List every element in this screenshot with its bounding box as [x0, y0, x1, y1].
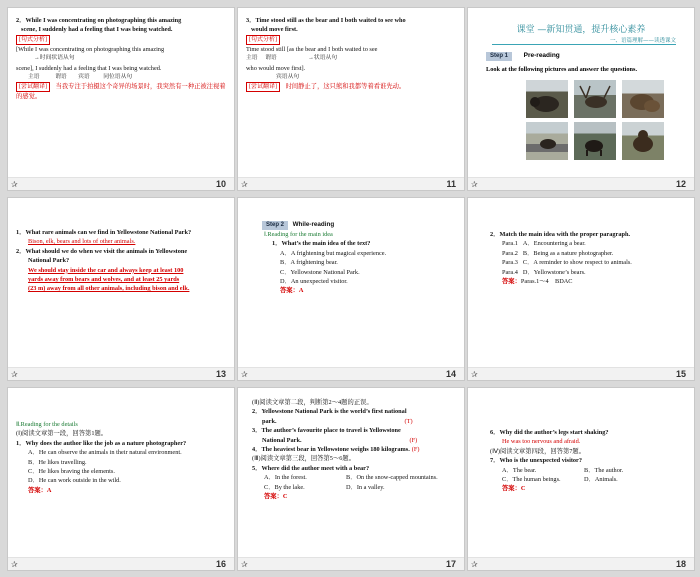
annotation: 主语 [28, 74, 40, 81]
sub-instruction: (Ⅰ)阅读文章第一段，回答第1题。 [16, 430, 108, 438]
slide-number: 16 [215, 559, 226, 569]
slide-content [16, 420, 226, 495]
question: 6．Why did the author’s legs start shaking? [490, 429, 609, 436]
answer: 答案：A [280, 287, 304, 295]
slide-footer [468, 557, 694, 570]
option: A．He can observe the animals in their natural environment. [28, 449, 182, 457]
slide-footer [8, 367, 234, 380]
slide-number: 10 [215, 179, 226, 189]
para-text: A．Encountering a bear. [522, 240, 586, 248]
translation: 当我专注于拍摄这个奇异的场景时，我突然有一种正被注视着的感觉。 [16, 83, 226, 101]
question: 2．Match the main idea with the proper paragraph. [490, 231, 631, 238]
answer: We should stay inside the car and always keep at least 100 [28, 266, 184, 274]
bison-photo [526, 80, 568, 118]
statement: park. [262, 417, 277, 425]
slide-17[interactable] [238, 388, 464, 570]
sub-instruction: (Ⅳ)阅读文章第四段，回答第7题。 [490, 447, 586, 455]
slide-footer [238, 177, 464, 190]
slide-content [490, 428, 686, 494]
answer: 答案：A [28, 486, 52, 494]
section-title: Ⅱ.Reading for the details [16, 421, 78, 428]
sentence-line: would move first. [251, 26, 298, 34]
step-title: While-reading [292, 221, 335, 228]
question: 2．What should we do when we visit the animals in Yellowstone [16, 247, 188, 255]
option: D．In a valley. [346, 483, 385, 491]
slide-number: 12 [675, 179, 686, 189]
sub-instruction: (Ⅲ)阅读文章第三段，回答第5～6题。 [252, 455, 355, 463]
annotation: 宾语 [78, 74, 90, 81]
slide-18[interactable] [468, 388, 694, 570]
star-icon[interactable]: ✰ [241, 180, 248, 189]
option: C．He likes braving the elements. [28, 468, 115, 476]
analysis-tag: [句式分析] [246, 35, 280, 45]
wildlife-photo [574, 122, 616, 160]
bear-photo [622, 122, 664, 160]
grizzly-photo [622, 80, 664, 118]
step-badge: Step 1 [486, 52, 512, 61]
answer: 答案：C [502, 485, 526, 493]
para-label: Para.3 [502, 259, 518, 267]
slide-content [246, 220, 456, 296]
star-icon[interactable]: ✰ [241, 560, 248, 569]
star-icon[interactable]: ✰ [471, 180, 478, 189]
slide-number: 13 [215, 369, 226, 379]
slide-content [252, 398, 456, 501]
sub-instruction: (Ⅱ)阅读文章第二段，判断第2～4题的正误。 [252, 399, 373, 406]
para-label: Para.1 [502, 240, 518, 248]
slide-number: 11 [446, 179, 456, 189]
analysis-line: who would move first]. [246, 64, 306, 72]
annotation: 谓语 [55, 74, 67, 81]
option: D．Animals. [584, 476, 618, 484]
slide-footer [468, 367, 694, 380]
option: B．On the snow-capped mountains. [346, 474, 438, 482]
slide-footer [238, 557, 464, 570]
sentence-line: 3．Time stood still as the bear and I both waited to see who [246, 17, 406, 24]
statement: 2．Yellowstone National Park is the world’s first national [252, 408, 407, 416]
annotation: 主语 [246, 55, 258, 62]
section-subtitle: 一、语篇理解——读透课文 [609, 38, 676, 44]
question: 1．What rare animals can we find in Yellowstone National Park? [16, 229, 192, 236]
option: C．Yellowstone National Park. [280, 268, 360, 276]
option: D．He can work outside in the wild. [28, 477, 121, 485]
star-icon[interactable]: ✰ [11, 560, 18, 569]
star-icon[interactable]: ✰ [11, 180, 18, 189]
slide-footer [8, 177, 234, 190]
analysis-line: scene], I suddenly had a feeling that I was being watched. [16, 64, 162, 72]
question: 1．What’s the main idea of the text? [272, 240, 371, 248]
slide-number: 14 [445, 369, 456, 379]
option: C．The human beings. [502, 476, 561, 484]
sentence-line: scene, I suddenly had a feeling that I was being watched. [21, 26, 173, 34]
star-icon[interactable]: ✰ [471, 370, 478, 379]
annotation: 同位语从句 [103, 74, 133, 81]
answer: He was too nervous and afraid. [502, 438, 581, 446]
analysis-tag: [句式分析] [16, 35, 50, 45]
star-icon[interactable]: ✰ [471, 560, 478, 569]
annotation: 宾语从句 [276, 74, 300, 81]
slide-14[interactable] [238, 198, 464, 380]
para-label: Para.4 [502, 268, 518, 276]
analysis-line: Time stood still [as the bear and I both waited to see [246, 45, 378, 53]
slide-footer [468, 177, 694, 190]
step-badge: Step 2 [262, 221, 288, 230]
answer: Bison, elk, bears and lots of other animals. [28, 238, 136, 246]
statement: National Park. [262, 436, 302, 444]
slide-footer [238, 367, 464, 380]
slide-number: 17 [445, 559, 456, 569]
slide-content [246, 16, 456, 92]
slide-number: 15 [675, 369, 686, 379]
star-icon[interactable]: ✰ [241, 370, 248, 379]
slide-13[interactable] [8, 198, 234, 380]
statement: 4．The heaviest bear in Yellowstone weighs 180 kilograms. [252, 446, 410, 454]
answer-label: 答案： [502, 278, 521, 286]
para-text: B．Being as a nature photographer. [522, 249, 614, 257]
question: 1．Why does the author like the job as a nature photographer? [16, 439, 187, 447]
option: B．A frightening bear. [280, 259, 338, 267]
slide-16[interactable] [8, 388, 234, 570]
slide-12[interactable] [468, 8, 694, 190]
option: A．A frightening but magical experience. [280, 249, 387, 257]
tf-answer: (F) [411, 446, 420, 454]
option: A．The bear. [502, 466, 537, 474]
question: 5．Where did the author meet with a bear? [252, 464, 370, 472]
elk-photo [574, 80, 616, 118]
section-header: 课堂 —新知贯通，提升核心素养 [516, 25, 646, 35]
para-text: D．Yellowstone’s bears. [522, 268, 586, 276]
tf-answer: (F) [409, 436, 418, 444]
star-icon[interactable]: ✰ [11, 370, 18, 379]
road-bison-photo [526, 122, 568, 160]
answer: (23 m) away from all other animals, including bison and elk. [28, 285, 190, 293]
slide-content [16, 16, 226, 102]
slide-15[interactable] [468, 198, 694, 380]
statement: 3．The author’s favourite place to travel is Yellowstone [252, 427, 401, 435]
question: 7．Who is the unexpected visitor? [490, 457, 583, 465]
slide-10[interactable] [8, 8, 234, 190]
step-title: Pre-reading [523, 52, 560, 59]
section-title: Ⅰ.Reading for the main idea [264, 231, 333, 238]
slide-number: 18 [675, 559, 686, 569]
annotation: →状语从句 [308, 55, 338, 62]
option: C．By the lake. [264, 483, 305, 491]
sentence-line: 2．While I was concentrating on photographing this amazing [16, 17, 182, 24]
option: D．An unexpected visitor. [280, 278, 348, 286]
slide-footer [8, 557, 234, 570]
option: B．He likes travelling. [28, 458, 87, 466]
analysis-line: [While I was concentrating on photographing this amazing [16, 45, 165, 53]
slide-content [16, 228, 226, 294]
translate-tag: [尝试翻译] [16, 82, 50, 92]
para-text: C．A reminder to show respect to animals. [522, 259, 632, 267]
para-label: Para.2 [502, 249, 518, 257]
option: B．The author. [584, 466, 624, 474]
slide-11[interactable] [238, 8, 464, 190]
annotation: 谓语 [265, 55, 277, 62]
option: A．In the forest. [264, 474, 307, 482]
translation: 时间静止了，这只熊和我都等着看谁先动。 [285, 83, 406, 91]
answer: 答案：C [264, 493, 288, 501]
tf-answer: (T) [404, 417, 413, 425]
answer: yards away from bears and wolves, and at least 25 yards [28, 276, 180, 284]
answer: Paras.1～4 BDAC [520, 278, 573, 286]
question: National Park? [28, 257, 70, 265]
translate-tag: [尝试翻译] [246, 82, 280, 92]
instruction: Look at the following pictures and answer the questions. [486, 66, 638, 73]
slide-content [490, 230, 686, 286]
annotation: →时间状语从句 [34, 55, 75, 62]
